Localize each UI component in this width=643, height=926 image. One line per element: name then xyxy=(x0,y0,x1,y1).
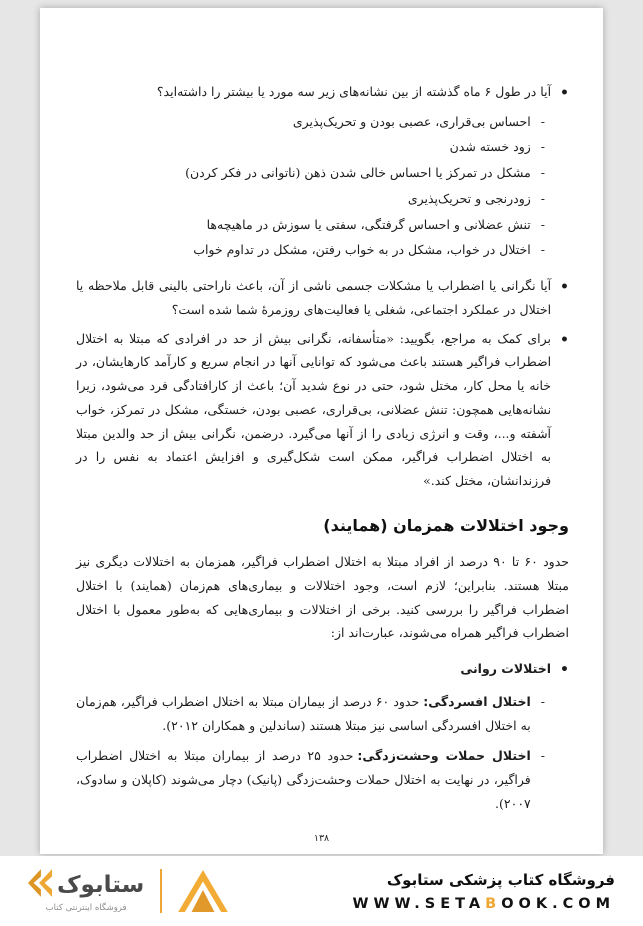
dash-marker xyxy=(541,744,545,815)
symptom-item xyxy=(76,187,545,211)
disorder-description: حدود ۶۰ درصد از بیماران مبتلا به اختلال اضطراب فراگیر، هم‌زمان به اختلال افسردگی اساسی نیز مبتلا هستند (ساندلین و همکاران ۲۰۱۲). xyxy=(76,693,531,733)
symptom-text: مشکل در تمرکز یا احساس خالی شدن ذهن (ناتوانی در فکر کردن) xyxy=(185,165,531,181)
symptom-text: اختلال در خواب، مشکل در به خواب رفتن، مشکل در تداوم خواب xyxy=(193,242,531,258)
footer-divider xyxy=(160,869,162,913)
clinician-tip-row xyxy=(76,327,569,493)
bullet-marker xyxy=(560,327,569,493)
symptom-text: تنش عضلانی و احساس گرفتگی، سفتی یا سوزش در ماهیچه‌ها xyxy=(206,216,531,232)
url-suffix: OOK.COM xyxy=(501,895,615,912)
disorder-list xyxy=(76,690,545,816)
dash-marker xyxy=(541,110,545,134)
bullet-marker xyxy=(560,80,569,107)
logo-wordmark: ستابوک xyxy=(57,872,145,898)
symptom-item xyxy=(76,110,545,134)
bullet-marker xyxy=(560,657,569,684)
symptom-text: احساس بی‌قراری، عصبی بودن و تحریک‌پذیری xyxy=(292,113,531,129)
footer-brand-group xyxy=(28,869,228,913)
disorder-description: حدود ۲۵ درصد از بیماران مبتلا به اختلال اضطراب فراگیر، در نهایت به اختلال حملات وحشت‌زدگی (پانیک) دچار می‌شوند (کاپلان و سادوک، ۲۰۰۷). xyxy=(76,748,531,811)
symptom-item xyxy=(76,213,545,237)
logo-wordmark-row xyxy=(28,869,144,901)
disorder-item xyxy=(76,744,545,815)
setabook-logo[interactable] xyxy=(28,869,144,913)
disorder-term: اختلال افسردگی: xyxy=(423,693,531,709)
dash-marker xyxy=(541,238,545,262)
dash-marker xyxy=(541,187,545,211)
page-number: ۱۳۸ xyxy=(313,833,330,844)
section-heading: وجود اختلالات همزمان (همایند) xyxy=(323,515,569,535)
clinician-tip: برای کمک به مراجع، بگویید: «متأسفانه، نگرانی بیش از حد در افرادی که مبتلا به اختلال اضطراب فراگیر هستند باعث می‌شود که توانایی آنها در انجام سریع و کارآمد کارهایشان، در خانه یا محل کار، مختل شود، حتی در نوع شدید آن؛ باعث از کارافتادگی فرد می‌شود، زیرا نشانه‌هایی همچون: تنش عضلانی، بی‌قراری، عصبی بودن، خستگی، مشکل در تمرکز، خواب آشفته و...، وقت و انرژی زیادی را از آنها می‌گیرد. درضمن، نگرانی بیش از حد والدین مبتلا به اختلال اضطراب فراگیر، ممکن است شکل‌گیری و افزایش اعتماد به نفس را در فرزندانشان، مختل کند.» xyxy=(76,330,552,489)
impairment-question: آیا نگرانی یا اضطراب یا مشکلات جسمی ناشی از آن، باعث ناراحتی بالینی قابل ملاحظه یا اختلال در عملکرد اجتماعی، شغلی یا فعالیت‌های روزمرهٔ شما شده است؟ xyxy=(76,278,552,317)
symptom-item xyxy=(76,238,545,262)
disorder-term: اختلال حملات وحشت‌زدگی: xyxy=(357,748,531,764)
disorder-item xyxy=(76,690,545,738)
dash-marker xyxy=(541,161,545,185)
symptom-question: آیا در طول ۶ ماه گذشته از بین نشانه‌های زیر سه مورد یا بیشتر را داشته‌اید؟ xyxy=(156,84,552,99)
website-url[interactable] xyxy=(352,896,615,912)
book-page xyxy=(40,8,603,854)
footer-text-group xyxy=(352,871,615,912)
logo-caption: فروشگاه اینترنتی کتاب xyxy=(45,903,127,913)
bullet-marker xyxy=(560,274,569,322)
category-mental-disorders-row xyxy=(76,657,569,684)
comorbidity-intro: حدود ۶۰ تا ۹۰ درصد از افراد مبتلا به اختلال اضطراب فراگیر، همزمان به اختلالات دیگری نیز مبتلا هستند. بنابراین؛ لازم است، وجود اختلالات و بیماری‌های هم‌زمان (همایند) با اختلال اضطراب فراگیر را بررسی کنید. برخی از اختلالات و بیماری‌هایی که به‌طور معمول با اختلال اضطراب فراگیر همراه می‌شوند، عبارت‌اند از: xyxy=(76,554,569,641)
dash-marker xyxy=(541,135,545,159)
dash-marker xyxy=(541,690,545,738)
symptom-item xyxy=(76,135,545,159)
category-label: اختلالات روانی xyxy=(460,661,552,677)
symptom-text: زودرنجی و تحریک‌پذیری xyxy=(407,190,531,206)
url-prefix: WWW.SETA xyxy=(352,895,486,912)
symptom-text: زود خسته شدن xyxy=(449,139,531,155)
setabook-emblem-icon xyxy=(178,870,228,912)
chevron-left-icon xyxy=(28,869,52,901)
footer xyxy=(0,856,643,926)
url-accent-letter: B xyxy=(485,895,502,912)
page-content xyxy=(40,8,603,816)
symptom-list xyxy=(76,110,545,263)
symptom-item xyxy=(76,161,545,185)
impairment-question-row xyxy=(76,274,569,322)
store-title: فروشگاه کتاب پزشکی ستابوک xyxy=(386,870,615,889)
symptom-question-row xyxy=(76,80,569,107)
dash-marker xyxy=(541,213,545,237)
